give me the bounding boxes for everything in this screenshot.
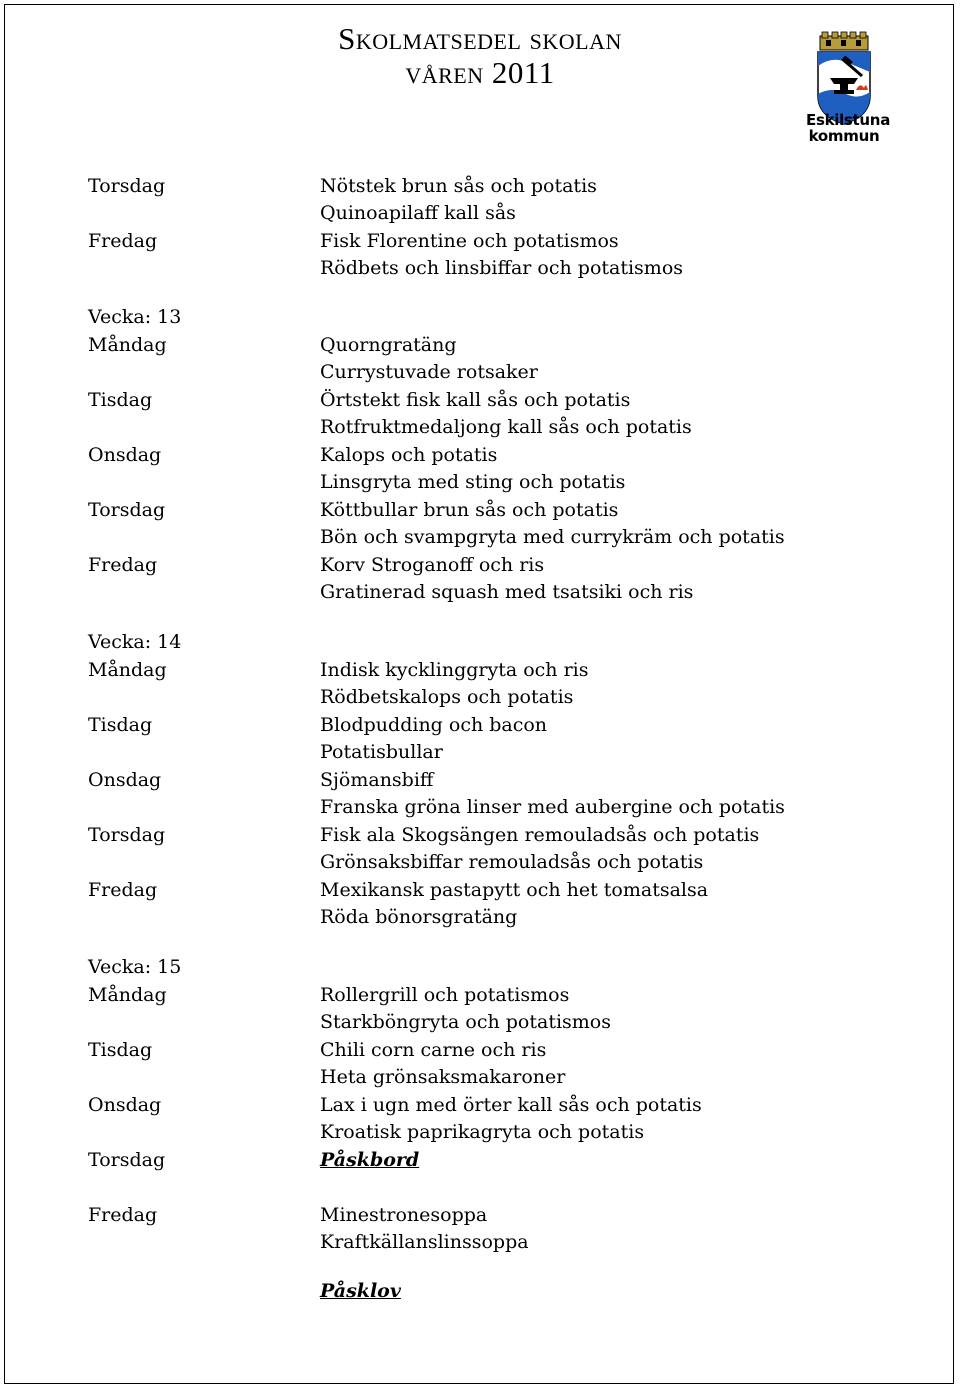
meal-text: Fisk Florentine och potatismos [320,230,619,252]
meal-text: Korv Stroganoff och ris [320,554,545,576]
meal-text: Rotfruktmedaljong kall sås och potatis [320,416,692,438]
meal-text: Indisk kycklinggryta och ris [320,659,589,681]
day-label: Onsdag [88,444,162,466]
menu-row [0,1277,960,1305]
menu-row [0,199,960,227]
menu-row [0,953,960,981]
menu-row [0,441,960,469]
meal-text: Kroatisk paprikagryta och potatis [320,1121,645,1143]
logo-text-line-1: Eskilstuna [806,111,891,129]
meal-text: Sjömansbiff [320,769,434,791]
day-label: Fredag [88,879,158,901]
logo-text-line-2: kommun [808,127,880,145]
meal-text: Lax i ugn med örter kall sås och potatis [320,1094,702,1116]
meal-text: Röda bönorsgratäng [320,906,518,928]
menu-row [0,331,960,359]
meal-text: Nötstek brun sås och potatis [320,175,597,197]
menu-row [0,254,960,282]
menu-row [0,793,960,821]
menu-row [0,656,960,684]
day-label: Torsdag [88,175,166,197]
meal-text: Rödbetskalops och potatis [320,686,574,708]
menu-row [0,496,960,524]
menu-row [0,413,960,441]
menu-row [0,876,960,904]
meal-text: Grönsaksbiffar remouladsås och potatis [320,851,704,873]
meal-text: Rollergrill och potatismos [320,984,570,1006]
page-title [250,22,710,90]
menu-row [0,1063,960,1091]
meal-text: Currystuvade rotsaker [320,361,538,383]
meal-text: Linsgryta med sting och potatis [320,471,626,493]
meal-text: Starkböngryta och potatismos [320,1011,611,1033]
meal-text: Minestronesoppa [320,1204,488,1226]
menu-row [0,358,960,386]
day-label: Måndag [88,659,167,681]
menu-row [0,981,960,1009]
title-line-2: våren 2011 [405,55,555,90]
meal-text: Franska gröna linser med aubergine och potatis [320,796,785,818]
meal-text: Påsklov [320,1280,401,1302]
menu-row [0,903,960,931]
menu-row [0,848,960,876]
day-label: Torsdag [88,499,166,521]
day-label: Torsdag [88,824,166,846]
day-label: Tisdag [88,714,153,736]
meal-text: Örtstekt fisk kall sås och potatis [320,389,631,411]
week-label: Vecka: 15 [88,956,182,978]
menu-row [0,1146,960,1174]
menu-row [0,551,960,579]
meal-text: Kalops och potatis [320,444,498,466]
meal-text: Bön och svampgryta med currykräm och potatis [320,526,785,548]
meal-text: Heta grönsaksmakaroner [320,1066,566,1088]
menu-row [0,303,960,331]
menu-row [0,1201,960,1229]
menu-row [0,1228,960,1256]
menu-row [0,523,960,551]
menu-row [0,821,960,849]
menu-row [0,766,960,794]
menu-row [0,172,960,200]
meal-text: Potatisbullar [320,741,443,763]
day-label: Fredag [88,230,158,252]
menu-row [0,1091,960,1119]
day-label: Måndag [88,984,167,1006]
meal-text: Chili corn carne och ris [320,1039,547,1061]
menu-row [0,1008,960,1036]
week-label: Vecka: 14 [88,631,182,653]
day-label: Tisdag [88,389,153,411]
meal-text: Fisk ala Skogsängen remouladsås och potatis [320,824,760,846]
menu-row [0,386,960,414]
day-label: Fredag [88,1204,158,1226]
menu-row [0,711,960,739]
day-label: Tisdag [88,1039,153,1061]
meal-text: Blodpudding och bacon [320,714,548,736]
title-line-1: Skolmatsedel skolan [338,21,622,56]
meal-text: Köttbullar brun sås och potatis [320,499,619,521]
menu-row [0,468,960,496]
day-label: Torsdag [88,1149,166,1171]
meal-text: Kraftkällanslinssoppa [320,1231,529,1253]
day-label: Onsdag [88,769,162,791]
menu-row [0,683,960,711]
menu-row [0,738,960,766]
menu-row [0,628,960,656]
menu-row [0,227,960,255]
day-label: Fredag [88,554,158,576]
meal-text: Gratinerad squash med tsatsiki och ris [320,581,694,603]
meal-text: Quorngratäng [320,334,457,356]
menu-row [0,1036,960,1064]
week-label: Vecka: 13 [88,306,182,328]
meal-text: Quinoapilaff kall sås [320,202,516,224]
meal-text: Påskbord [320,1149,420,1171]
menu-row [0,578,960,606]
day-label: Måndag [88,334,167,356]
meal-text: Rödbets och linsbiffar och potatismos [320,257,684,279]
day-label: Onsdag [88,1094,162,1116]
meal-text: Mexikansk pastapytt och het tomatsalsa [320,879,709,901]
menu-row [0,1118,960,1146]
logo-text [806,111,891,145]
